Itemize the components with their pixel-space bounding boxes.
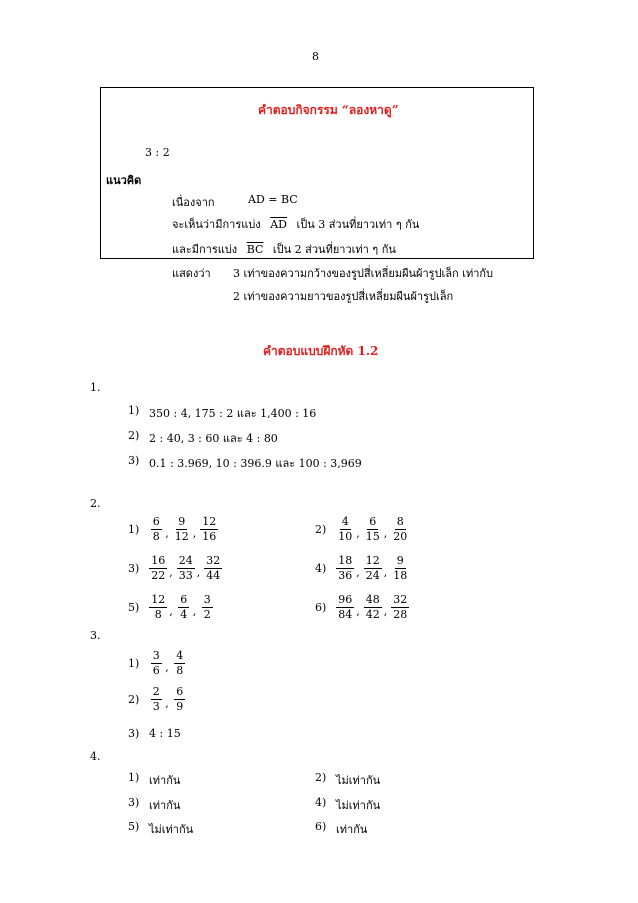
fraction: $\frac{24}{33}$ [178,554,193,582]
q2-item: 6) $\frac{96}{84}$ , $\frac{48}{42}$ , $\frac{32}{28}$ [315,593,408,621]
q1-number: 1. [90,381,101,394]
page-number: 8 [312,50,319,63]
q1-item-label: 3) [128,454,140,467]
q4-item-label: 5) [128,820,140,833]
fraction: $\frac{9}{18}$ [393,554,408,582]
hint-line2-post: เป็น 3 ส่วนที่ยาวเท่า ๆ กัน [296,218,420,231]
fraction: $\frac{12}{24}$ [365,554,380,582]
fraction: $\frac{32}{44}$ [206,554,221,582]
hint-line5-value: 2 เท่าของความยาวของรูปสี่เหลี่ยมผืนผ้ารูปเล็ก [233,290,454,303]
q3-item-text: 4 : 15 [149,727,181,740]
q2-item-label: 1) [128,523,140,536]
q2-item-label: 5) [128,601,140,614]
hint-line2 [172,215,419,233]
fraction: $\frac{6}{9}$ [176,685,184,713]
q4-item-text: ไม่เท่ากัน [336,774,381,787]
activity-answer: 3 : 2 [145,146,170,159]
q4-item-label: 1) [128,771,140,784]
hint-line3 [172,240,396,258]
fraction: $\frac{9}{12}$ [174,515,189,543]
q4-item-label: 6) [315,820,327,833]
q3-number: 3. [90,629,101,642]
q2-item: 5) $\frac{12}{8}$ , $\frac{6}{4}$ , $\frac{3}{2}$ [128,593,214,622]
fraction: $\frac{12}{8}$ [151,593,166,621]
fraction: $\frac{6}{15}$ [365,515,380,543]
q2-item-label: 2) [315,523,327,536]
q3-item-label: 2) [128,693,140,706]
q2-item-label: 6) [315,601,327,614]
hint-line3-pre: และมีการแบ่ง [172,243,238,256]
fraction: $\frac{18}{36}$ [338,554,353,582]
hint-line4-value: 3 เท่าของความกว้างของรูปสี่เหลี่ยมผืนผ้ารูปเล็ก เท่ากับ [233,267,494,280]
hint-heading: แนวคิด [106,174,142,187]
q4-item-text: ไม่เท่ากัน [149,823,194,836]
segment-ad: $\overline{AD}$ [270,218,287,231]
hint-line1-value: AD = BC [248,193,298,206]
q2-item-label: 3) [128,562,140,575]
exercise-title: คำตอบแบบฝึกหัด 1.2 [263,344,379,358]
q2-item: 3) $\frac{16}{22}$ , $\frac{24}{33}$ , $\frac{32}{44}$ [128,554,221,582]
fraction: $\frac{32}{28}$ [393,593,408,621]
q2-item: 2) $\frac{4}{10}$ , $\frac{6}{15}$ , $\frac{8}{20}$ [315,515,408,543]
fraction: $\frac{12}{16}$ [202,515,217,543]
q2-item: 1) $\frac{6}{8}$ , $\frac{9}{12}$ , $\frac{12}{16}$ [128,515,217,543]
q2-item: 4) $\frac{18}{36}$ , $\frac{12}{24}$ , $\frac{9}{18}$ [315,554,408,582]
q1-item-text: 0.1 : 3.969, 10 : 396.9 และ 100 : 3,969 [149,457,362,470]
hint-line3-post: เป็น 2 ส่วนที่ยาวเท่า ๆ กัน [272,243,396,256]
segment-bc: $\overline{BC}$ [246,243,264,256]
q1-item-label: 1) [128,404,140,417]
fraction: $\frac{3}{2}$ [203,593,211,621]
q1-item-text: 350 : 4, 175 : 2 และ 1,400 : 16 [149,407,317,420]
fraction: $\frac{48}{42}$ [365,593,380,621]
hint-line4-label: แสดงว่า [172,267,211,280]
fraction: $\frac{3}{6}$ [152,649,160,677]
fraction: $\frac{16}{22}$ [151,554,166,582]
q4-item-text: เท่ากัน [149,774,181,787]
q4-item-label: 4) [315,796,327,809]
q3-item: 2) $\frac{2}{3}$ , $\frac{6}{9}$ [128,685,187,714]
q4-item-text: ไม่เท่ากัน [336,799,381,812]
fraction: $\frac{6}{8}$ [152,515,160,543]
q2-number: 2. [90,497,101,510]
fraction: $\frac{4}{10}$ [338,515,353,543]
q4-number: 4. [90,750,101,763]
q2-item-label: 4) [315,562,327,575]
q1-item-label: 2) [128,429,140,442]
q4-item-label: 2) [315,771,327,784]
activity-title: คำตอบกิจกรรม “ลองหาดู” [258,103,399,117]
q4-item-text: เท่ากัน [149,799,181,812]
fraction: $\frac{4}{8}$ [176,649,184,677]
q3-item-label: 1) [128,657,140,670]
fraction: $\frac{6}{4}$ [180,593,188,621]
q4-item-text: เท่ากัน [336,823,368,836]
q1-item-text: 2 : 40, 3 : 60 และ 4 : 80 [149,432,278,445]
q3-item: 1) $\frac{3}{6}$ , $\frac{4}{8}$ [128,649,187,678]
q4-item-label: 3) [128,796,140,809]
q3-item-label: 3) [128,727,140,740]
fraction: $\frac{96}{84}$ [338,593,353,621]
hint-line2-pre: จะเห็นว่ามีการแบ่ง [172,218,261,231]
fraction: $\frac{8}{20}$ [393,515,408,543]
hint-line1-label: เนื่องจาก [172,196,215,209]
fraction: $\frac{2}{3}$ [152,685,160,713]
